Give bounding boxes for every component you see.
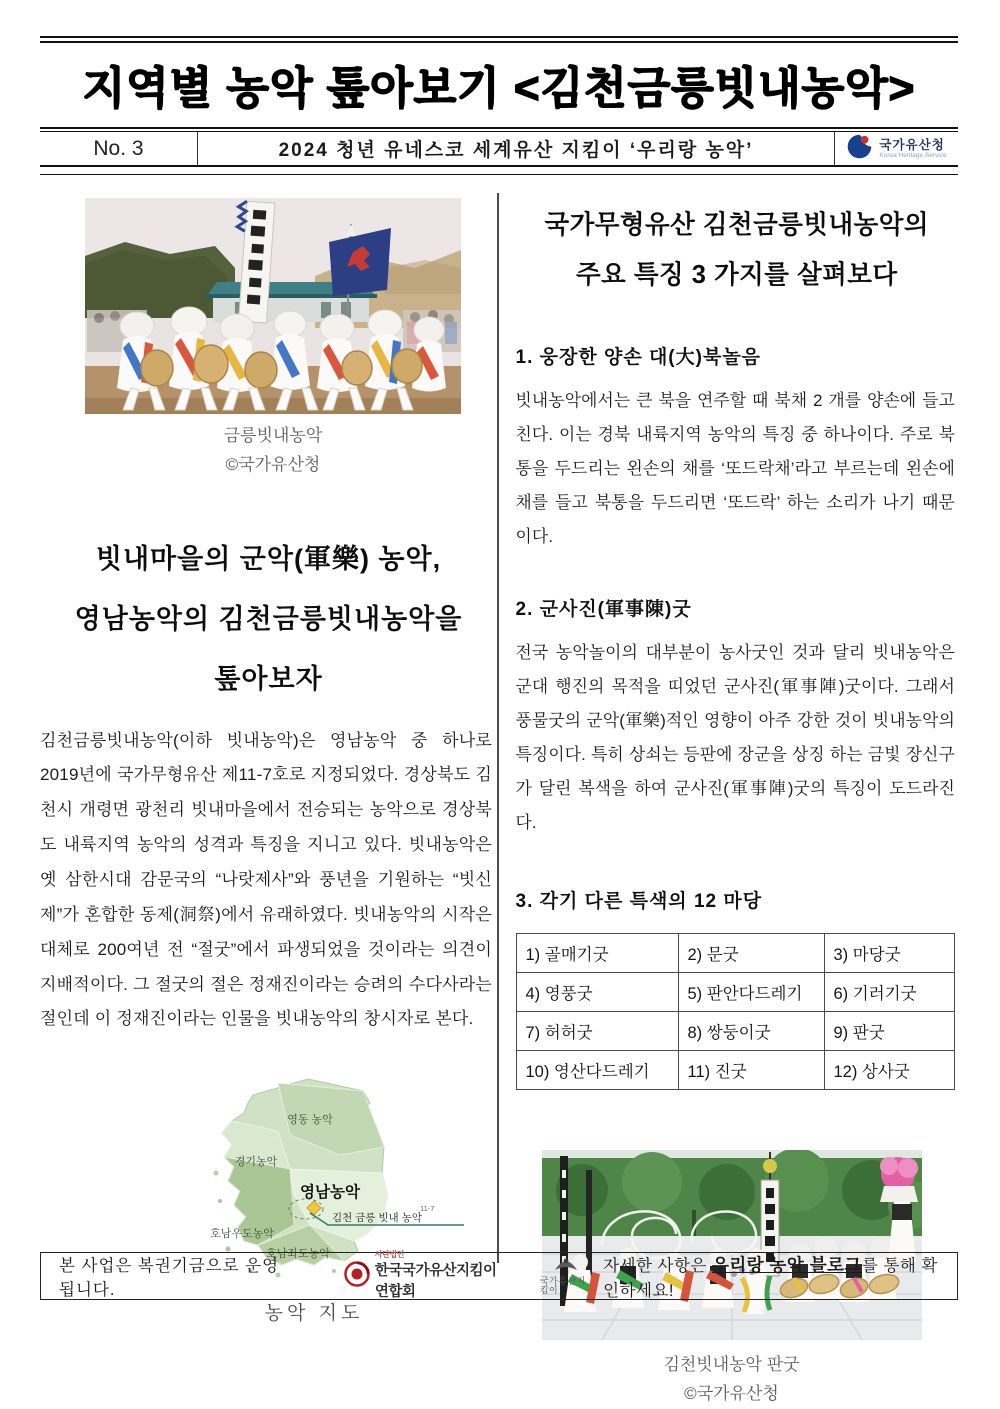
madang-cell: 2) 문굿 [678,933,824,972]
madang-cell: 1) 골매기굿 [516,933,678,972]
taegeuk-icon [846,133,873,165]
madang-cell: 10) 영산다드레기 [516,1050,678,1089]
madang-cell: 4) 영풍굿 [516,972,678,1011]
footer-funding-text: 본 사업은 복권기금으로 운영됩니다. [59,1257,280,1299]
agency-name: 국가유산청 [879,137,945,152]
madang-cell: 8) 쌍둥이굿 [678,1011,824,1050]
section2-body: 전국 농악놀이의 대부분이 농사굿인 것과 달리 빗내농악은 군대 행진의 목적을 띠었던 군사진(軍事陣)굿이다. 그래서 풍물굿의 군악(軍樂)적인 영향이 아주 강한 것이 빗내농악의 특징이다. 특히 상쇠는 등판에 장군을 상징 하는 금빛 장신구가 달린 복색을 하여 군사진(軍事陣)굿의 특징이 도드라진다. [515,643,955,832]
table-row [516,1011,954,1050]
madang-cell: 9) 판굿 [824,1011,954,1050]
issue-number: No. 3 [40,132,198,165]
madang-cell: 3) 마당굿 [824,933,954,972]
org1-name: 한국국가유산지킴이연합회 [374,1262,497,1300]
left-heading: 빗내마을의 군악(軍樂) 농악, 영남농악의 김천금릉빗내농악을 톺아보자 [74,543,463,694]
header-subtitle: 2024 청년 유네스코 세계유산 지킴이 ‘우리랑 농악’ [278,140,754,161]
right-heading: 국가무형유산 김천금릉빗내농악의 주요 특징 3 가지를 살펴보다 [544,211,930,289]
org2-name: 국가유산지킴이 [539,1276,586,1296]
page-title: 지역별 농악 톺아보기 <김천금릉빗내농악> [82,64,916,113]
map-label-yeongnam: 영남농악 [300,1184,360,1202]
footer-bar [40,1252,958,1300]
keepers-logo-icon [551,1257,581,1276]
photo-pangut [539,1150,922,1340]
table-row [516,1050,954,1089]
agency-logo [834,132,958,165]
madang-table [516,933,955,1090]
map-label-honam-jwado: 호남좌도농악 [266,1248,330,1261]
footer-org-heritage-keepers [540,1257,593,1296]
section1-body: 빗내농악에서는 큰 북을 연주할 때 북채 2 개를 양손에 들고 친다. 이는 경북 내륙지역 농악의 특징 중 하나이다. 주로 북통을 두드리는 왼손의 채를 ‘또드락채’라고 부르는데 왼손에 채를 들고 북통을 두드리면 ‘또드락’ 하는 소리가 나기 때문이다. [515,391,955,547]
map-label-honam-udo: 호남우도농악 [210,1228,274,1241]
table-row [516,933,954,972]
header-row [40,132,958,165]
map-caption: 농악 지도 [264,1303,364,1325]
section2-title: 2. 군사진(軍事陳)굿 [515,599,692,621]
madang-cell: 12) 상사굿 [824,1050,954,1089]
section1-title: 1. 웅장한 양손 대(大)북놀음 [515,347,762,369]
footer-blog-notice: 자세한 사항은 우리랑 농악 블로그를 통해 확인하세요! [603,1254,938,1300]
map-marker-label: 김천 금릉 빗내 농악 [332,1212,422,1225]
footer-org-heritage-federation [344,1251,504,1300]
photo1-caption: 금릉빗내농악 [223,426,323,445]
madang-cell: 7) 허허굿 [516,1011,678,1050]
map-label-yeongdong: 영동 농악 [287,1114,333,1127]
map-marker-code: 11-7 [420,1204,435,1214]
blog-link[interactable]: 우리랑 농악 블로그 [711,1254,862,1275]
table-row [516,972,954,1011]
left-body-text: 김천금릉빗내농악(이하 빗내농악)은 영남농악 중 하나로 2019년에 국가무형유산 제11-7호로 지정되었다. 경상북도 김천시 개령면 광천리 빗내마을에서 전승되는 농악으로 경상북도 내륙지역 농악의 성격과 특징을 지니고 있다. 빗내농악은 옛 삼한시대 감문국의 “나랏제사”와 풍년을 기원하는 “빗신제”가 혼합한 동제(洞祭)에서 유래하였다. 빗내농악의 시작은 대체로 200여년 전 “절굿”에서 파생되었을 것이라는 의견이 지배적이다. 그 절굿의 절은 정재진이라는 승려의 수다사라는 절인데 이 정재진이라는 인물을 빗내농악의 창시자로 본다. [40,730,492,1029]
photo-geumneung-bitnae-nongak [85,198,461,414]
federation-emblem-icon [344,1261,370,1292]
map-label-gyeonggi: 경기농악 [234,1156,278,1169]
photo2-caption: 김천빗내농악 판굿 [663,1354,800,1374]
madang-cell: 11) 진굿 [678,1050,824,1089]
madang-cell: 6) 기러기굿 [824,972,954,1011]
section3-title: 3. 각기 다른 특색의 12 마당 [515,890,763,912]
header-rule-thick [40,165,958,167]
org1-prefix: 사단법인 [374,1250,404,1260]
agency-name-en: Korea Heritage Service [879,151,947,159]
photo2-credit: ©국가유산청 [684,1384,779,1404]
photo1-credit: ©국가유산청 [225,454,321,474]
top-rule [40,36,958,43]
header-rule-thin [40,174,958,175]
madang-cell: 5) 판안다드레기 [678,972,824,1011]
